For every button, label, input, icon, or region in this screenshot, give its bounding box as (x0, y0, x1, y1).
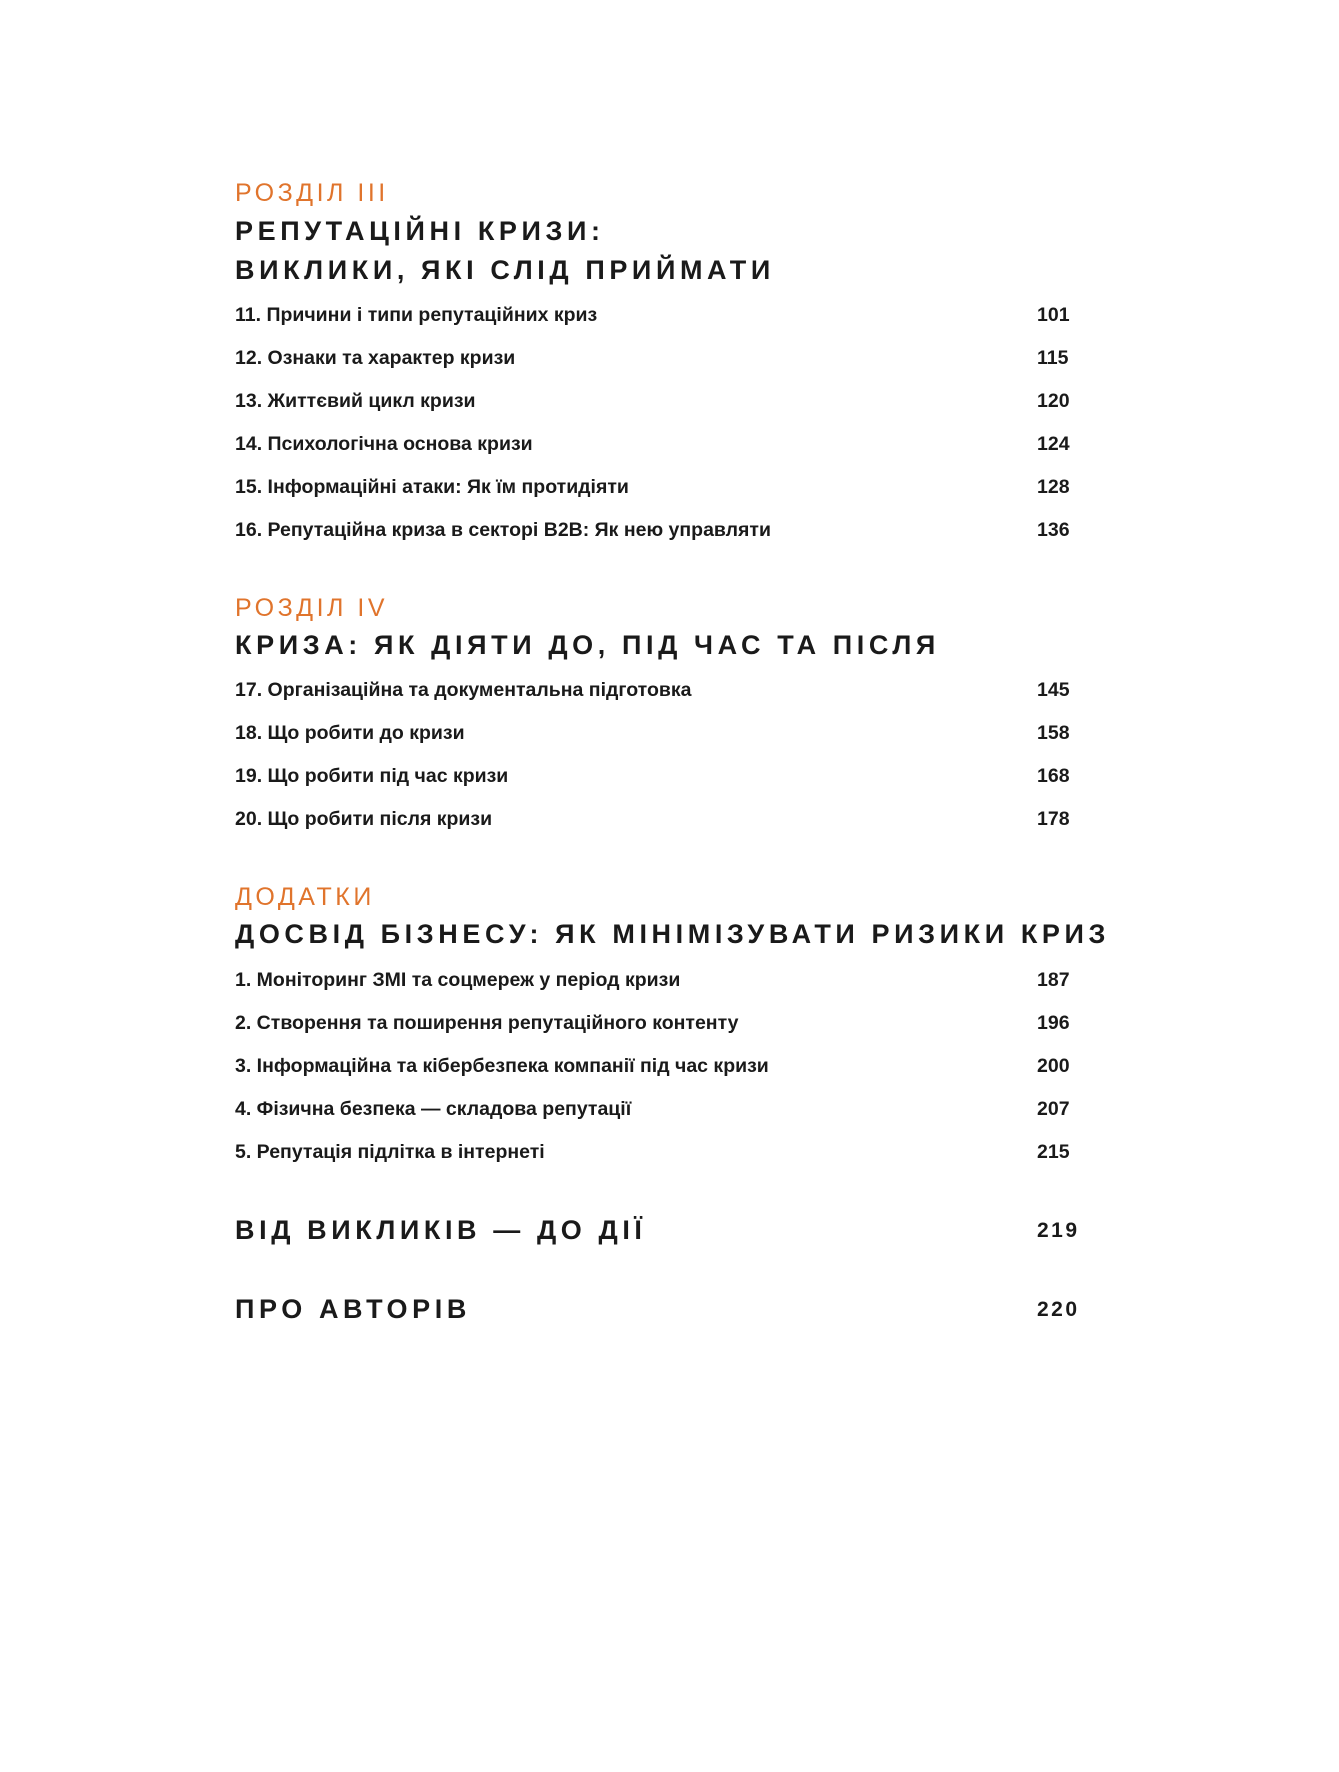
toc-entry[interactable] (235, 966, 1085, 994)
toc-entry-title: 13. Життєвий цикл кризи (235, 390, 476, 412)
section-title: ДОСВІД БІЗНЕСУ: ЯК МІНІМІЗУВАТИ РИЗИКИ КРИЗ (235, 919, 1111, 949)
toc-entry-page: 178 (1037, 808, 1070, 830)
toc-entry-title: 18. Що робити до кризи (235, 722, 465, 744)
toc-entry-page: 145 (1037, 679, 1070, 701)
toc-entry-page: 115 (1037, 347, 1069, 369)
section-title: КРИЗА: ЯК ДІЯТИ ДО, ПІД ЧАС ТА ПІСЛЯ (235, 630, 940, 660)
toc-entry[interactable] (235, 516, 1085, 544)
toc-entry[interactable] (235, 430, 1085, 458)
section-label: ДОДАТКИ (235, 883, 375, 911)
toc-entry[interactable] (235, 1138, 1085, 1166)
toc-entry[interactable] (235, 344, 1085, 372)
toc-entry-page: 128 (1037, 476, 1070, 498)
toc-entry-page: 215 (1037, 1141, 1070, 1163)
toc-entry-title: 14. Психологічна основа кризи (235, 433, 533, 455)
toc-final-title: ВІД ВИКЛИКІВ — ДО ДІЇ (235, 1215, 647, 1245)
toc-entry-page: 196 (1037, 1012, 1070, 1034)
toc-final-title: ПРО АВТОРІВ (235, 1294, 471, 1324)
toc-final-entry[interactable] (235, 1292, 1085, 1326)
toc-entry[interactable] (235, 1009, 1085, 1037)
toc-final-page: 219 (1037, 1219, 1080, 1242)
toc-entry-page: 120 (1037, 390, 1070, 412)
toc-entry-page: 136 (1037, 519, 1070, 541)
toc-entry-page: 187 (1037, 969, 1070, 991)
toc-entry[interactable] (235, 676, 1085, 704)
section-label: РОЗДІЛ IV (235, 594, 389, 622)
toc-entry[interactable] (235, 719, 1085, 747)
toc-entry-page: 168 (1037, 765, 1070, 787)
section-label: РОЗДІЛ III (235, 179, 389, 207)
toc-entry-title: 19. Що робити під час кризи (235, 765, 509, 787)
toc-entry[interactable] (235, 301, 1085, 329)
toc-entry[interactable] (235, 387, 1085, 415)
toc-entry-title: 3. Інформаційна та кібербезпека компанії під час кризи (235, 1055, 769, 1077)
section-title: ВИКЛИКИ, ЯКІ СЛІД ПРИЙМАТИ (235, 255, 775, 285)
table-of-contents (235, 0, 1111, 1772)
toc-entry-title: 11. Причини і типи репутаційних криз (235, 304, 598, 326)
toc-entry[interactable] (235, 805, 1085, 833)
toc-final-page: 220 (1037, 1298, 1080, 1321)
toc-entry-title: 1. Моніторинг ЗМІ та соцмереж у період кризи (235, 969, 681, 991)
section-title: РЕПУТАЦІЙНІ КРИЗИ: (235, 216, 605, 246)
toc-entry-title: 4. Фізична безпека — складова репутації (235, 1098, 632, 1120)
toc-entry-page: 101 (1037, 304, 1070, 326)
toc-entry[interactable] (235, 1052, 1085, 1080)
toc-entry-title: 20. Що робити після кризи (235, 808, 493, 830)
toc-entry-title: 17. Організаційна та документальна підготовка (235, 679, 692, 701)
toc-entry-title: 16. Репутаційна криза в секторі B2B: Як нею управляти (235, 519, 771, 541)
toc-final-entry[interactable] (235, 1213, 1085, 1247)
toc-entry-page: 158 (1037, 722, 1070, 744)
toc-entry-page: 124 (1037, 433, 1070, 455)
toc-entry-title: 12. Ознаки та характер кризи (235, 347, 516, 369)
toc-entry[interactable] (235, 473, 1085, 501)
toc-entry[interactable] (235, 762, 1085, 790)
toc-entry-title: 15. Інформаційні атаки: Як їм протидіяти (235, 476, 629, 498)
toc-entry-title: 2. Створення та поширення репутаційного контенту (235, 1012, 739, 1034)
toc-entry-page: 207 (1037, 1098, 1070, 1120)
toc-entry[interactable] (235, 1095, 1085, 1123)
toc-entry-page: 200 (1037, 1055, 1070, 1077)
toc-entry-title: 5. Репутація підлітка в інтернеті (235, 1141, 545, 1163)
